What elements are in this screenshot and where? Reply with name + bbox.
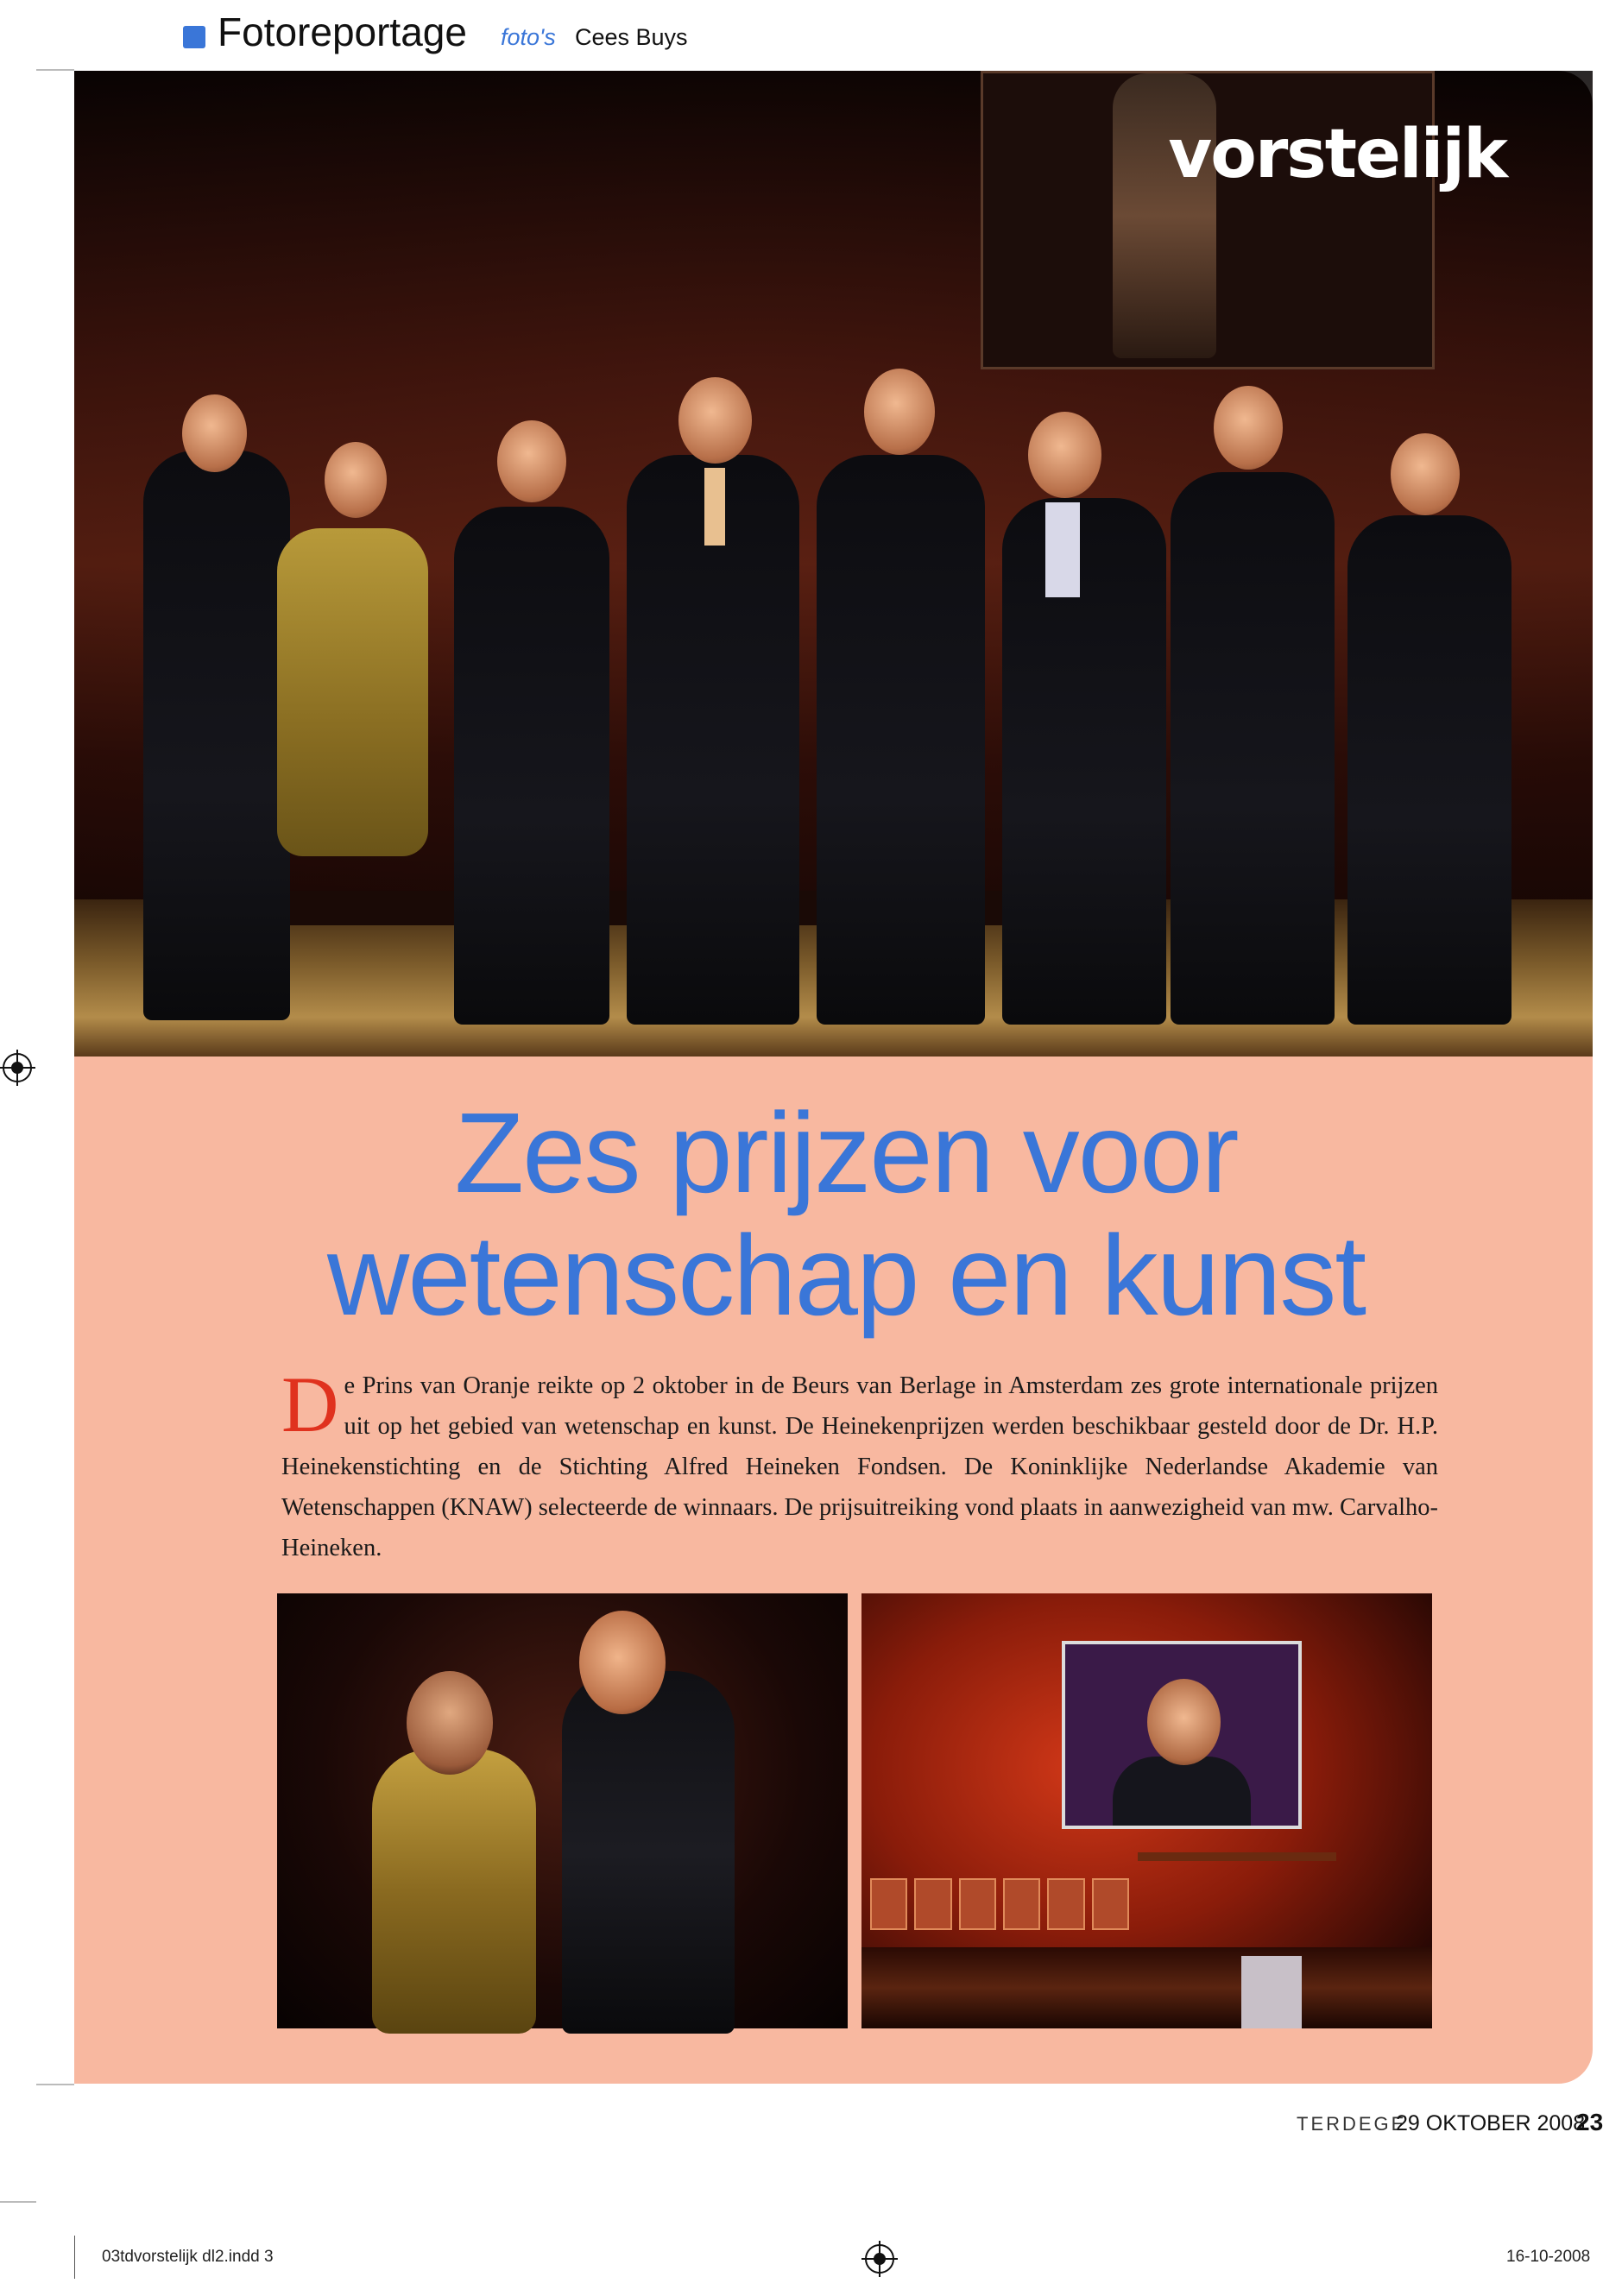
photo-award-handover: [277, 1593, 848, 2028]
crop-rule: [36, 69, 74, 71]
article-body-text: e Prins van Oranje reikte op 2 oktober in de Beurs van Berlage in Amsterdam zes grote internationale prijzen uit op het gebied van wetenschap en kunst. De Heinekenprijzen werden beschikbaar gesteld door de Dr. H.P. Heinekenstichting en de Stichting Alfred Heineken Fondsen. De Koninklijke Nederlandse Akademie van Wetenschappen (KNAW) selecteerde de winnaars. De prijsuitreiking vond plaats in aanwezigheid van mw. Carvalho-Heineken.: [281, 1372, 1438, 1561]
hero-photo: [74, 71, 1593, 1057]
article-body: [281, 1360, 1438, 1568]
person: [1002, 498, 1166, 1025]
person-head: [1214, 386, 1283, 470]
slug-rule: [74, 2236, 75, 2279]
folio-date: 29 OKTOBER 2008: [1396, 2111, 1586, 2135]
photo-credit-label: foto's: [501, 24, 556, 50]
slug-filename: 03tdvorstelijk dl2.indd 3: [102, 2248, 274, 2266]
person-head: [1391, 433, 1460, 515]
crop-rule: [36, 2084, 74, 2085]
person-head: [497, 420, 566, 502]
person: [277, 528, 428, 856]
slug-date: 16-10-2008: [1506, 2248, 1591, 2266]
photo-credit-name: Cees Buys: [575, 24, 688, 50]
person-head: [1028, 412, 1101, 498]
person: [1171, 472, 1335, 1025]
person: [143, 451, 290, 1020]
person: [1347, 515, 1511, 1025]
article-headline: [173, 1089, 1519, 1339]
person-head: [678, 377, 752, 464]
drop-cap: D: [281, 1360, 339, 1448]
crop-rule: [0, 2201, 36, 2203]
person-head: [864, 369, 935, 455]
registration-mark-icon: [865, 2244, 894, 2274]
section-marker-square: [183, 26, 205, 48]
section-title: Fotoreportage: [218, 9, 467, 54]
person-head: [325, 442, 387, 518]
headline-line-2: wetenschap en kunst: [326, 1212, 1366, 1339]
folio-page-number: 23: [1576, 2109, 1603, 2135]
photo-stage-speech: [861, 1593, 1432, 2028]
person-head: [182, 394, 247, 472]
folio-magazine: TERDEGE: [1297, 2113, 1407, 2135]
person: [454, 507, 609, 1025]
person: [817, 455, 985, 1025]
hero-title: vorstelijk: [1168, 116, 1506, 193]
headline-line-1: Zes prijzen voor: [454, 1089, 1238, 1216]
registration-mark-icon: [3, 1053, 32, 1082]
